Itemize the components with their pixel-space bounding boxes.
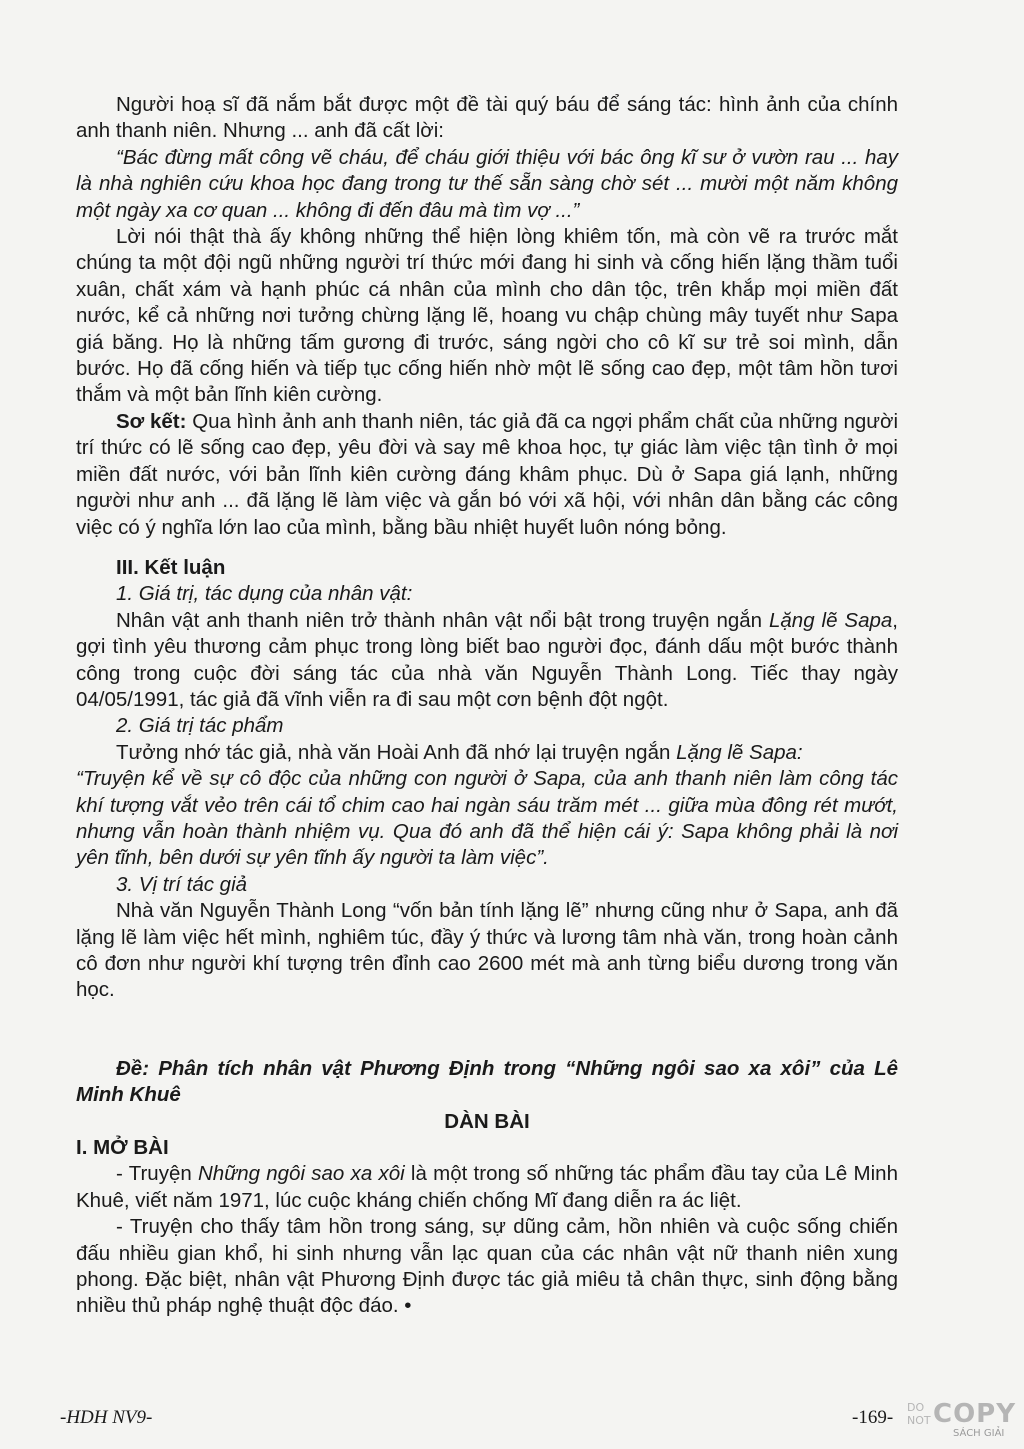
spacer bbox=[76, 1004, 898, 1030]
paragraph-painter: Người hoạ sĩ đã nắm bắt được một đề tài quý báu để sáng tác: hình ảnh của chính anh thanh niên. Nhưng ... anh đã cất lời: bbox=[76, 93, 898, 143]
text-segment: , gợi tình yêu thương cảm phục trong lòng biết bao người đọc, đánh dấu một bước thành công trong cuộc đời sáng tác của nhà văn Nguyễn Thành Long. Tiếc thay ngày 04/05/1991, tác giả đã vĩnh viễn ra đi sau một cơn bệnh đột ngột. bbox=[76, 608, 898, 711]
watermark-brand: SÁCH GIẢI bbox=[953, 1428, 1005, 1439]
footer-book-code: -HDH NV9- bbox=[60, 1407, 153, 1428]
work-title: Những ngôi sao xa xôi bbox=[198, 1162, 405, 1186]
watermark-copy: COPY bbox=[933, 1399, 1017, 1429]
essay-prompt: Đề: Phân tích nhân vật Phương Định trong “Những ngôi sao xa xôi” của Lê Minh Khuê bbox=[76, 1056, 898, 1107]
so-ket-text: Qua hình ảnh anh thanh niên, tác giả đã ca ngợi phẩm chất của những người trí thức có lẽ sống cao đẹp, yêu đời và say mê khoa học, tự giác làm việc tận tình ở mọi miền đất nước, với bản lĩnh kiên cường đáng khâm phục. Dù ở Sapa giá lạnh, những người như anh ... đã lặng lẽ làm việc và gắn bó với xã hội, với nhân dân bằng các công việc có ý nghĩa lớn lao của mình, bằng bầu nhiệt huyết luôn nóng bỏng. bbox=[76, 409, 898, 539]
work-title: Lặng lẽ Sapa bbox=[676, 740, 797, 764]
outline-title: DÀN BÀI bbox=[444, 1109, 530, 1133]
page-content bbox=[76, 92, 898, 1320]
watermark-do: DO bbox=[907, 1401, 925, 1414]
so-ket-label: Sơ kết: bbox=[116, 409, 187, 433]
paragraph-mo-bai-2: - Truyện cho thấy tâm hồn trong sáng, sự dũng cảm, hồn nhiên và cuộc sống chiến đấu nhiều gian khổ, hi sinh nhưng vẫn lạc quan của các nhân vật nữ thanh niên xung phong. Đặc biệt, nhân vật Phương Định được tác giả miêu tả chân thực, sinh động bằng nhiều thủ pháp nghệ thuật độc đáo. • bbox=[76, 1215, 898, 1318]
heading-mo-bai: I. MỞ BÀI bbox=[76, 1136, 169, 1160]
paragraph-mo-bai-1 bbox=[76, 1161, 898, 1214]
subheading-gia-tri-nhan-vat: 1. Giá trị, tác dụng của nhân vật: bbox=[116, 582, 413, 606]
paragraph-intellectuals: Lời nói thật thà ấy không những thể hiện lòng khiêm tốn, mà còn vẽ ra trước mắt chúng ta một đội ngũ những người trí thức mới đang hi sinh và cống hiến lặng thầm tuổi xuân, chất xám và hạnh phúc cá nhân của mình cho dân tộc, trên khắp mọi miền đất nước, kể cả những nơi tưởng chừng lặng lẽ, hoang vu chập chùng mây tuyết như Sapa giá băng. Họ là những tấm gương đi trước, sáng ngời cho cô kĩ sư trẻ soi mình, dẫn bước. Họ đã cống hiến và tiếp tục cống hiến nhờ một lẽ sống cao đẹp, một tâm hồn tươi thắm và một bản lĩnh kiên cường. bbox=[76, 225, 898, 407]
subheading-gia-tri-tac-pham: 2. Giá trị tác phẩm bbox=[116, 714, 284, 738]
paragraph-so-ket bbox=[76, 409, 898, 541]
heading-ket-luan: III. Kết luận bbox=[116, 555, 226, 579]
text-segment: : bbox=[796, 740, 803, 764]
quote-hoai-anh: “Truyện kể về sự cô độc của những con người ở Sapa, của anh thanh niên làm công tác khí tượng vắt vẻo trên cái tổ chim cao hai ngàn sáu trăm mét ... giữa mùa đông rét mướt, nhưng vẫn hoàn thành nhiệm vụ. Qua đó anh đã thể hiện cái ý: Sapa không phải là nơi yên tĩnh, bên dưới sự yên tĩnh ấy người ta làm việc”. bbox=[76, 767, 898, 870]
paragraph-gia-tri-nhan-vat bbox=[76, 608, 898, 714]
subheading-vi-tri-tac-gia: 3. Vị trí tác giả bbox=[116, 872, 248, 896]
work-title: Lặng lẽ Sapa bbox=[769, 608, 893, 632]
text-segment: Tưởng nhớ tác giả, nhà văn Hoài Anh đã nhớ lại truyện ngắn bbox=[116, 740, 677, 764]
quote-young-man: “Bác đừng mất công vẽ cháu, để cháu giới thiệu với bác ông kĩ sư ở vườn rau ... hay là nhà nghiên cứu khoa học đang trong tư thế sẵn sàng chờ sét ... mười một năm không một ngày xa cơ quan ... không đi đến đâu mà tìm vợ ...” bbox=[76, 145, 898, 222]
paragraph-hoai-anh bbox=[76, 740, 898, 766]
page-number: -169- bbox=[852, 1407, 894, 1428]
do-not-copy-watermark bbox=[905, 1399, 1017, 1442]
text-segment: - Truyện bbox=[116, 1162, 198, 1186]
paragraph-vi-tri-tac-gia: Nhà văn Nguyễn Thành Long “vốn bản tính lặng lẽ” nhưng cũng như ở Sapa, anh đã lặng lẽ làm việc hết mình, nghiêm túc, đầy ý thức và lương tâm nhà văn, trong hoàn cảnh cô đơn như người khí tượng trên đỉnh cao 2600 mét mà anh từng biểu dương trong văn học. bbox=[76, 899, 898, 1002]
watermark-not: NOT bbox=[907, 1414, 931, 1427]
text-segment: Nhân vật anh thanh niên trở thành nhân vật nổi bật trong truyện ngắn bbox=[116, 608, 769, 632]
text-segment: là một trong số những tác phẩm đầu tay của Lê Minh Khuê, viết năm 1971, lúc cuộc kháng chiến chống Mĩ đang diễn ra ác liệt. bbox=[76, 1162, 898, 1212]
spacer bbox=[76, 1030, 898, 1056]
